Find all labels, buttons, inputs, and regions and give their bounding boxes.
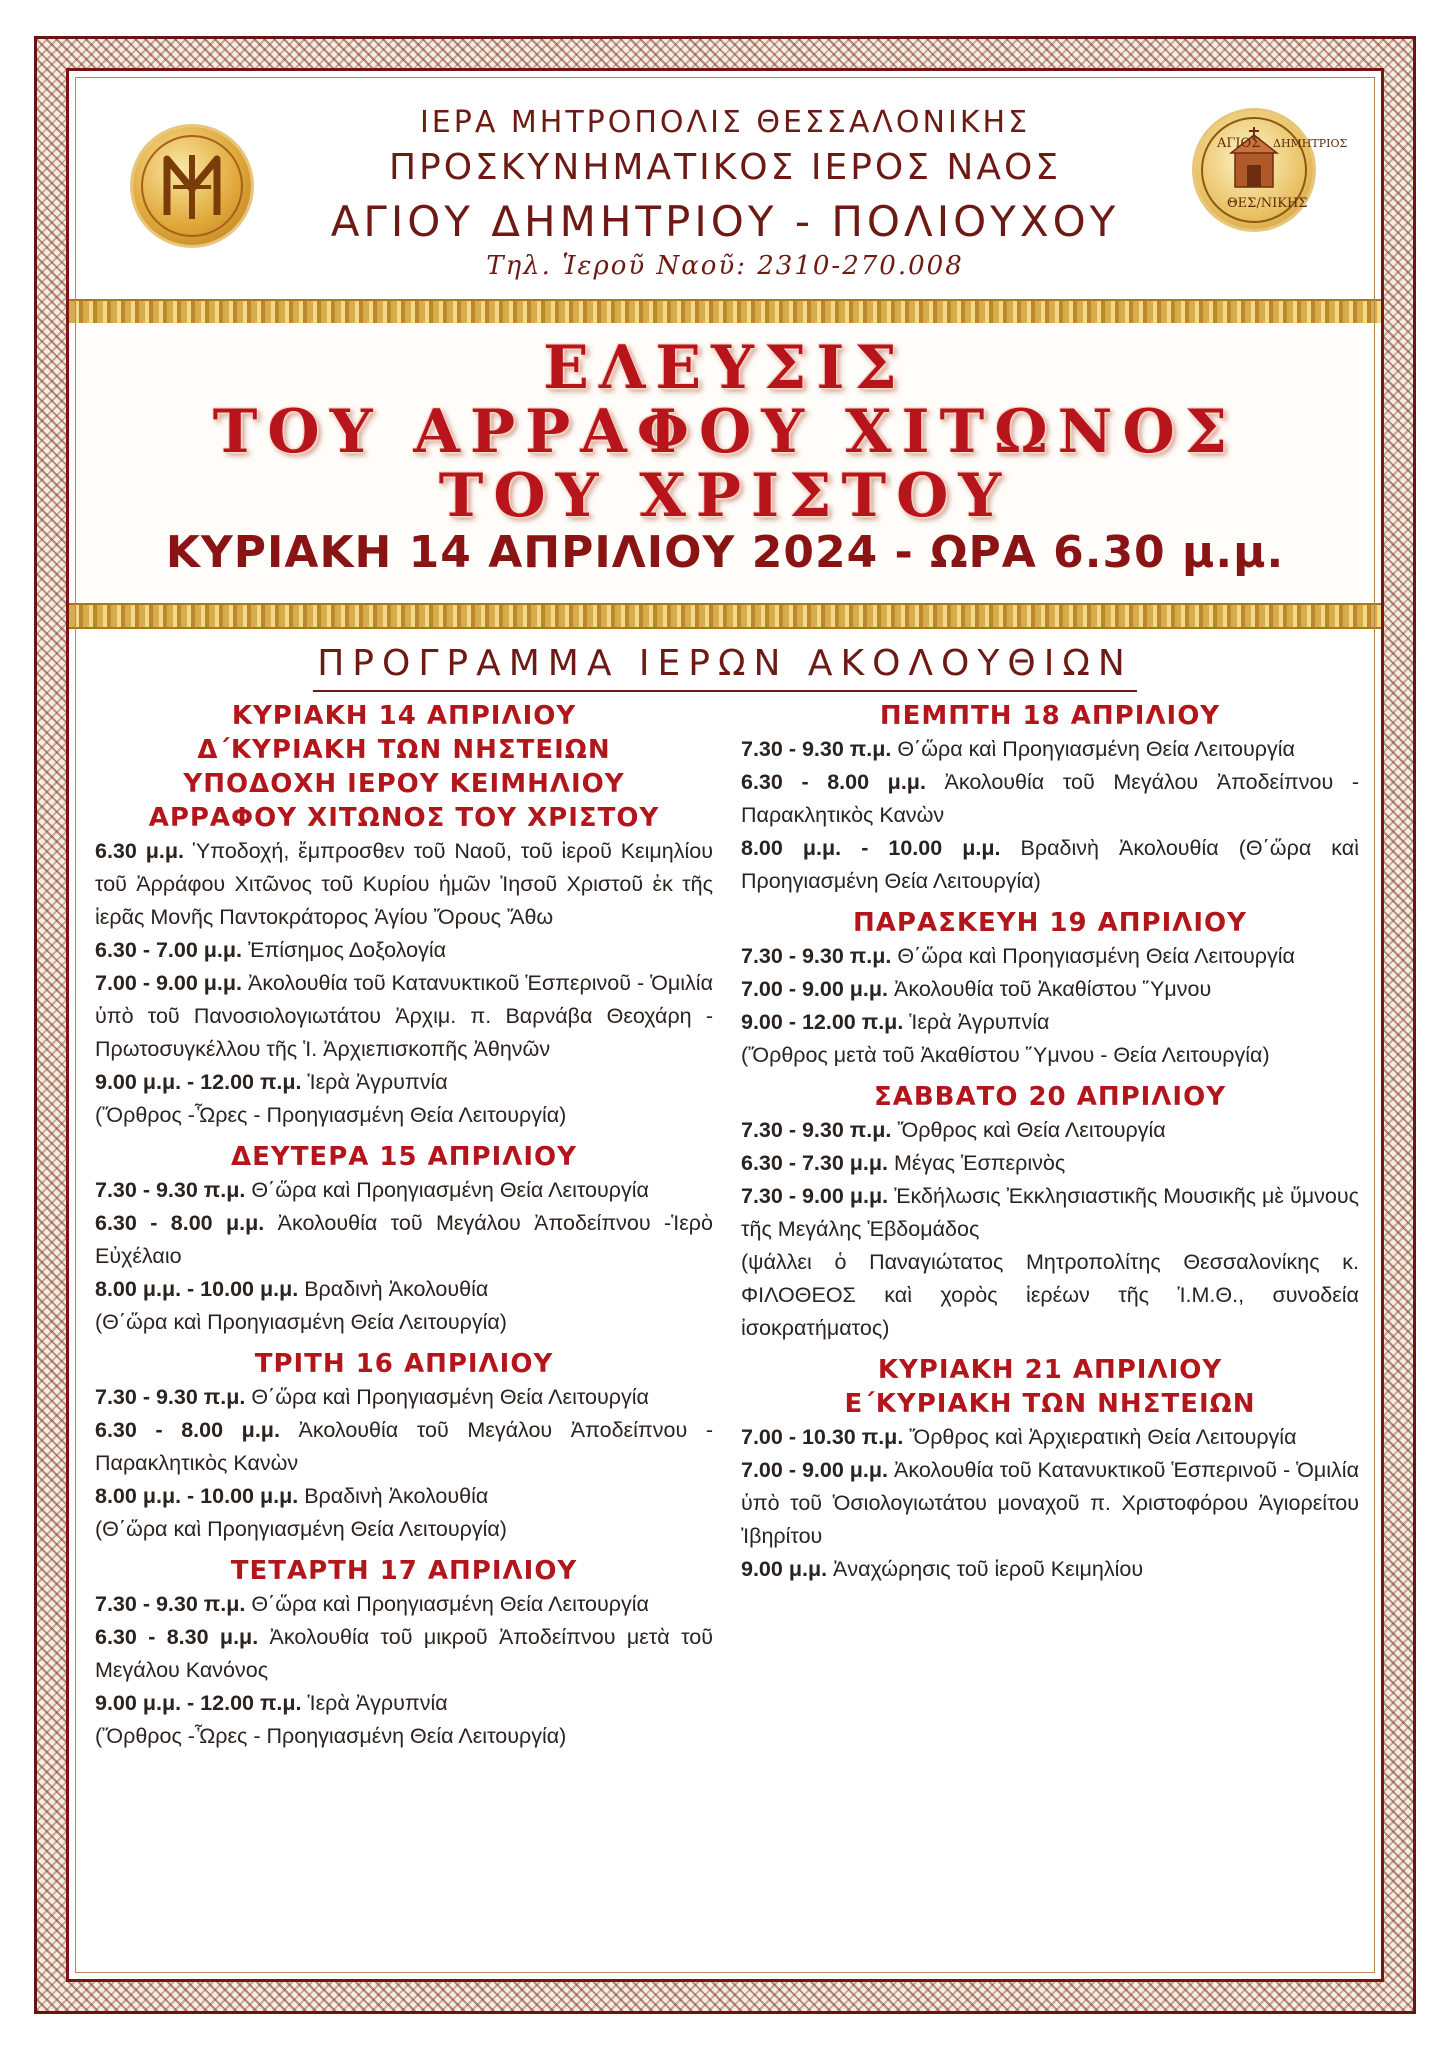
- schedule-description: Βραδινὴ Ἀκολουθία: [298, 1484, 489, 1508]
- church-phone: Τηλ. Ἱεροῦ Ναοῦ: 2310-270.008: [486, 251, 964, 281]
- schedule-description: Θ΄ὥρα καὶ Προηγιασμένη Θεία Λειτουργία: [245, 1592, 649, 1616]
- schedule-item: [95, 967, 713, 1066]
- schedule-list: [741, 1421, 1359, 1586]
- schedule-time: 9.00 μ.μ. - 12.00 π.μ.: [95, 1691, 302, 1715]
- schedule-list: [741, 940, 1359, 1072]
- schedule-time: 7.30 - 9.30 π.μ.: [741, 1118, 892, 1142]
- schedule-item: [95, 1381, 713, 1414]
- schedule-time: 7.00 - 9.00 μ.μ.: [95, 971, 243, 995]
- schedule-description: Ἱερὰ Ἀγρυπνία: [903, 1010, 1050, 1034]
- schedule-left-column: [95, 699, 713, 1753]
- schedule-description: Θ΄ὥρα καὶ Προηγιασμένη Θεία Λειτουργία: [891, 737, 1295, 761]
- schedule-time: 6.30 μ.μ.: [95, 839, 184, 863]
- schedule-description: Ἱερὰ Ἀγρυπνία: [301, 1070, 448, 1094]
- schedule-description: Ἀκολουθία τοῦ Μεγάλου Ἀποδείπνου - Παρακλητικὸς Κανὼν: [741, 770, 1359, 827]
- schedule-list: [95, 1381, 713, 1546]
- schedule-item: [95, 1480, 713, 1513]
- schedule-time: 7.30 - 9.30 π.μ.: [95, 1178, 246, 1202]
- schedule-item: [95, 1414, 713, 1480]
- poster-header: [69, 71, 1381, 293]
- schedule-description: Θ΄ὥρα καὶ Προηγιασμένη Θεία Λειτουργία: [891, 944, 1295, 968]
- schedule-item: [741, 1421, 1359, 1454]
- schedule-time: 9.00 μ.μ.: [741, 1557, 828, 1581]
- schedule-time: 8.00 μ.μ. - 10.00 μ.μ.: [95, 1277, 299, 1301]
- schedule-item: [95, 835, 713, 934]
- schedule-time: 8.00 μ.μ. - 10.00 μ.μ.: [95, 1484, 299, 1508]
- schedule-time: 7.30 - 9.30 π.μ.: [95, 1592, 246, 1616]
- schedule-time: 9.00 - 12.00 π.μ.: [741, 1010, 904, 1034]
- schedule-description: Ὑποδοχή, ἔμπροσθεν τοῦ Ναοῦ, τοῦ ἱεροῦ Κειμηλίου τοῦ Ἀρράφου Χιτῶνος τοῦ Κυρίου ἡμῶν Ἰησοῦ Χριστοῦ ἐκ τῆς ἱερᾶς Μονῆς Παντοκράτορος Ἁγίου Ὄρους Ἄθω: [95, 839, 713, 929]
- schedule-item: [741, 1454, 1359, 1553]
- metropolis-title: ΙΕΡΑ ΜΗΤΡΟΠΟΛΙΣ ΘΕΣΣΑΛΟΝΙΚΗΣ: [419, 105, 1031, 140]
- schedule-description: Ὄρθρος καὶ Θεία Λειτουργία: [891, 1118, 1166, 1142]
- schedule-description: (Ὄρθρος -Ὧρες - Προηγιασμένη Θεία Λειτουργία): [95, 1103, 567, 1127]
- schedule-description: (Ὄρθρος -Ὧρες - Προηγιασμένη Θεία Λειτουργία): [95, 1724, 567, 1748]
- schedule-description: (Θ΄ὥρα καὶ Προηγιασμένη Θεία Λειτουργία): [95, 1517, 507, 1541]
- church-type-title: ΠΡΟΣΚΥΝΗΜΑΤΙΚΟΣ ΙΕΡΟΣ ΝΑΟΣ: [388, 147, 1062, 188]
- schedule-item: [95, 1273, 713, 1306]
- schedule-description: (Ὄρθρος μετὰ τοῦ Ἀκαθίστου Ὕμνου - Θεία Λειτουργία): [741, 1043, 1270, 1067]
- schedule-time: 8.00 μ.μ. - 10.00 μ.μ.: [741, 836, 1001, 860]
- schedule-list: [741, 1114, 1359, 1345]
- day-heading: ΣΑΒΒΑΤΟ 20 ΑΠΡΙΛΙΟΥ: [873, 1082, 1227, 1112]
- schedule-description: Ἀκολουθία τοῦ Ἀκαθίστου Ὕμνου: [888, 977, 1212, 1001]
- schedule-item: [741, 1180, 1359, 1246]
- schedule-item: [741, 766, 1359, 832]
- schedule-list: [95, 1588, 713, 1753]
- schedule-time: 6.30 - 8.30 μ.μ.: [95, 1625, 259, 1649]
- schedule-description: Ἱερὰ Ἀγρυπνία: [301, 1691, 448, 1715]
- day-heading: ΔΕΥΤΕΡΑ 15 ΑΠΡΙΛΙΟΥ: [230, 1142, 577, 1172]
- schedule-description: Μέγας Ἑσπερινὸς: [888, 1151, 1066, 1175]
- program-title: ΠΡΟΓΡΑΜΜΑ ΙΕΡΩΝ ΑΚΟΛΟΥΘΙΩΝ: [69, 643, 1381, 684]
- event-title-line1: ΕΛΕΥΣΙΣ: [543, 333, 907, 403]
- schedule-time: 7.30 - 9.00 μ.μ.: [741, 1184, 889, 1208]
- schedule-item: [95, 1306, 713, 1339]
- schedule-item: [741, 973, 1359, 1006]
- schedule-item: [741, 1039, 1359, 1072]
- schedule-description: Ἀκολουθία τοῦ Κατανυκτικοῦ Ἑσπερινοῦ - Ὁμιλία ὑπὸ τοῦ Πανοσιολογιωτάτου Ἀρχιμ. π. Βαρνάβα Θεοχάρη - Πρωτοσυγκέλλου τῆς Ἱ. Ἀρχιεπισκοπῆς Ἀθηνῶν: [95, 971, 713, 1061]
- day-heading: ΠΕΜΠΤΗ 18 ΑΠΡΙΛΙΟΥ: [879, 701, 1221, 731]
- schedule-item: [741, 1147, 1359, 1180]
- seal-text-bottom: ΘΕΣ/ΝΙΚΗΣ: [1227, 196, 1308, 211]
- schedule-list: [95, 1174, 713, 1339]
- schedule-time: 6.30 - 8.00 μ.μ.: [95, 1211, 265, 1235]
- schedule-time: 7.00 - 10.30 π.μ.: [741, 1425, 904, 1449]
- schedule-time: 9.00 μ.μ. - 12.00 π.μ.: [95, 1070, 302, 1094]
- schedule-time: 7.30 - 9.30 π.μ.: [741, 944, 892, 968]
- day-heading: ΤΡΙΤΗ 16 ΑΠΡΙΛΙΟΥ: [254, 1349, 554, 1379]
- schedule-item: [95, 1207, 713, 1273]
- schedule-item: [95, 1174, 713, 1207]
- schedule-item: [741, 733, 1359, 766]
- schedule-item: [741, 832, 1359, 898]
- day-heading: ΠΑΡΑΣΚΕΥΗ 19 ΑΠΡΙΛΙΟΥ: [853, 908, 1247, 938]
- schedule-item: [741, 1114, 1359, 1147]
- schedule-item: [741, 1553, 1359, 1586]
- event-title-line3: ΤΟΥ ΧΡΙΣΤΟΥ: [438, 461, 1012, 531]
- schedule-description: Ἀκολουθία τοῦ Μεγάλου Ἀποδείπνου - Παρακλητικὸς Κανὼν: [95, 1418, 713, 1475]
- schedule-description: Ἐκδήλωσις Ἐκκλησιαστικῆς Μουσικῆς μὲ ὕμνους τῆς Μεγάλης Ἑβδομάδος: [741, 1184, 1359, 1241]
- schedule-item: [95, 934, 713, 967]
- gold-band-bottom: [69, 603, 1381, 629]
- schedule-time: 6.30 - 8.00 μ.μ.: [95, 1418, 280, 1442]
- schedule-description: Ἀκολουθία τοῦ μικροῦ Ἀποδείπνου μετὰ τοῦ Μεγάλου Κανόνος: [95, 1625, 713, 1682]
- schedule-description: Ἀκολουθία τοῦ Κατανυκτικοῦ Ἑσπερινοῦ - Ὁμιλία ὑπὸ τοῦ Ὁσιολογιωτάτου μοναχοῦ π. Χριστοφόρου Ἁγιορείτου Ἰβηρίτου: [741, 1458, 1359, 1548]
- event-title-area: [69, 323, 1381, 601]
- schedule-description: Θ΄ὥρα καὶ Προηγιασμένη Θεία Λειτουργία: [245, 1385, 649, 1409]
- day-heading: ΚΥΡΙΑΚΗ 21 ΑΠΡΙΛΙΟΥ: [877, 1355, 1223, 1385]
- schedule-list: [95, 835, 713, 1132]
- schedule-item: [95, 1720, 713, 1753]
- schedule-item: [95, 1513, 713, 1546]
- schedule-description: (Θ΄ὥρα καὶ Προηγιασμένη Θεία Λειτουργία): [95, 1310, 507, 1334]
- day-heading: ΤΕΤΑΡΤΗ 17 ΑΠΡΙΛΙΟΥ: [230, 1556, 578, 1586]
- seal-text-left: ΑΓΙΟΣ: [1217, 136, 1261, 151]
- schedule-time: 7.00 - 9.00 μ.μ.: [741, 977, 889, 1001]
- schedule-right-column: [741, 699, 1359, 1586]
- poster-frame: [66, 68, 1384, 1982]
- church-seal-logo: [1195, 111, 1348, 229]
- schedule-item: [95, 1621, 713, 1687]
- schedule-item: [95, 1588, 713, 1621]
- schedule-description: (ψάλλει ὁ Παναγιώτατος Μητροπολίτης Θεσσαλονίκης κ. ΦΙΛΟΘΕΟΣ καὶ χορὸς ἱερέων τῆς Ἱ.Μ.Θ., συνοδεία ἰσοκρατήματος): [741, 1250, 1359, 1340]
- event-title-line2: ΤΟΥ ΑΡΡΑΦΟΥ ΧΙΤΩΝΟΣ: [212, 397, 1238, 467]
- schedule-time: 6.30 - 7.30 μ.μ.: [741, 1151, 889, 1175]
- schedule-item: [741, 1006, 1359, 1039]
- schedule-list: [741, 733, 1359, 898]
- day-subheading: ΑΡΡΑΦΟΥ ΧΙΤΩΝΟΣ ΤΟΥ ΧΡΙΣΤΟΥ: [148, 803, 660, 833]
- schedule-description: Ἀκολουθία τοῦ Μεγάλου Ἀποδείπνου -Ἱερὸ Εὐχέλαιο: [95, 1211, 713, 1268]
- seal-text-right: ΔΗΜΗΤΡΙΟΣ: [1273, 137, 1348, 150]
- day-subheading: Ε΄ΚΥΡΙΑΚΗ ΤΩΝ ΝΗΣΤΕΙΩΝ: [844, 1389, 1256, 1419]
- schedule-description: Ὄρθρος καὶ Ἀρχιερατικὴ Θεία Λειτουργία: [903, 1425, 1297, 1449]
- schedule-description: Ἀναχώρησις τοῦ ἱεροῦ Κειμηλίου: [827, 1557, 1144, 1581]
- day-subheading: Δ΄ΚΥΡΙΑΚΗ ΤΩΝ ΝΗΣΤΕΙΩΝ: [197, 735, 611, 765]
- schedule-time: 7.30 - 9.30 π.μ.: [741, 737, 892, 761]
- day-heading: ΚΥΡΙΑΚΗ 14 ΑΠΡΙΛΙΟΥ: [231, 701, 577, 731]
- schedule-time: 7.00 - 9.00 μ.μ.: [741, 1458, 889, 1482]
- schedule-description: Βραδινὴ Ἀκολουθία: [298, 1277, 489, 1301]
- schedule-item: [95, 1687, 713, 1720]
- schedule-item: [95, 1066, 713, 1099]
- church-name: ΑΓΙΟΥ ΔΗΜΗΤΡΙΟΥ - ΠΟΛΙΟΥΧΟΥ: [330, 197, 1120, 246]
- schedule-description: Βραδινὴ Ἀκολουθία (Θ΄ὥρα καὶ Προηγιασμένη Θεία Λειτουργία): [741, 836, 1359, 893]
- schedule-time: 6.30 - 7.00 μ.μ.: [95, 938, 243, 962]
- schedule-item: [95, 1099, 713, 1132]
- schedule-time: 6.30 - 8.00 μ.μ.: [741, 770, 926, 794]
- gold-band-top: [69, 299, 1381, 325]
- event-date: ΚΥΡΙΑΚΗ 14 ΑΠΡΙΛΙΟΥ 2024 - ΩΡΑ 6.30 μ.μ.: [165, 527, 1285, 578]
- day-subheading: ΥΠΟΔΟΧΗ ΙΕΡΟΥ ΚΕΙΜΗΛΙΟΥ: [183, 769, 625, 799]
- schedule-description: Ἐπίσημος Δοξολογία: [242, 938, 447, 962]
- schedule-time: 7.30 - 9.30 π.μ.: [95, 1385, 246, 1409]
- schedule-item: [741, 1246, 1359, 1345]
- schedule-item: [741, 940, 1359, 973]
- schedule-description: Θ΄ὥρα καὶ Προηγιασμένη Θεία Λειτουργία: [245, 1178, 649, 1202]
